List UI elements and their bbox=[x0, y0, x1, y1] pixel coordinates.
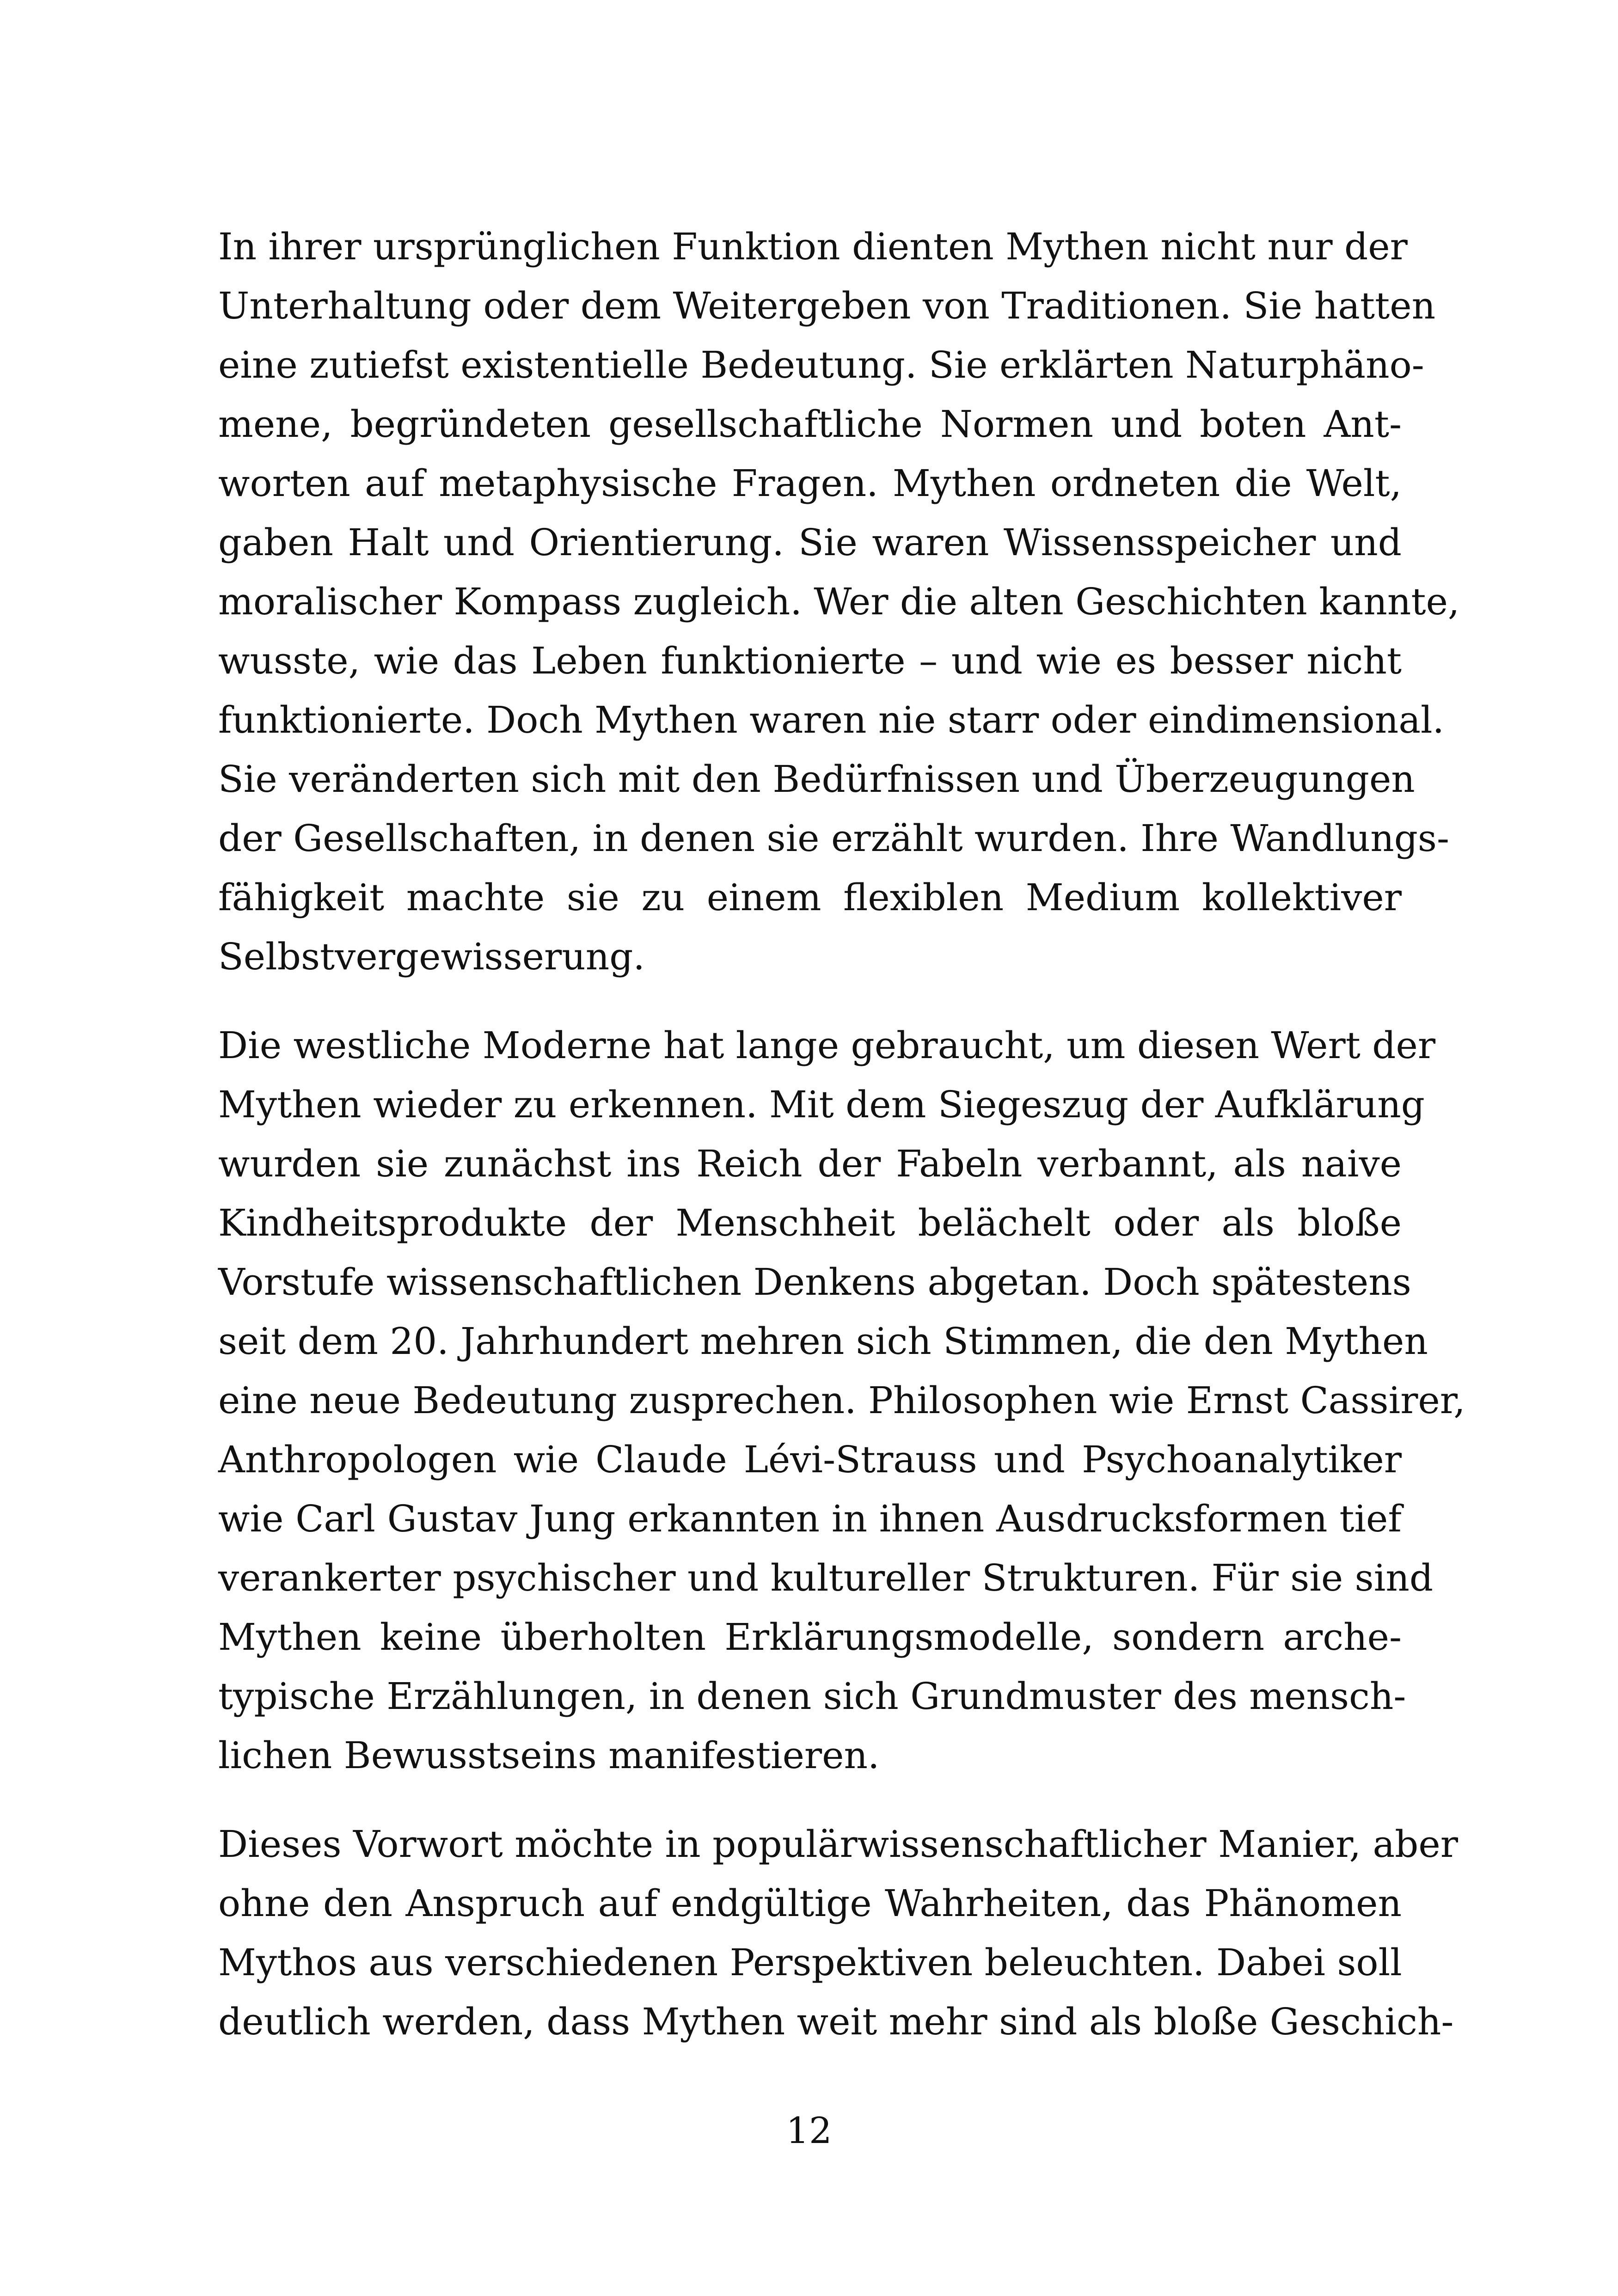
text-line: Mythen keine überholten Erklärungsmodelle, sondern arche- bbox=[218, 1616, 1402, 1659]
text-line: Mythos aus verschiedenen Perspektiven beleuchten. Dabei soll bbox=[218, 1941, 1402, 1984]
text-line: Selbstvergewisserung. bbox=[218, 935, 645, 978]
paragraph-2 bbox=[218, 1016, 1465, 1785]
paragraph-1 bbox=[218, 217, 1460, 986]
text-line: typische Erzählungen, in denen sich Grundmuster des mensch- bbox=[218, 1675, 1406, 1718]
text-line: ohne den Anspruch auf endgültige Wahrheiten, das Phänomen bbox=[218, 1882, 1402, 1925]
text-line: lichen Bewusstseins manifestieren. bbox=[218, 1734, 880, 1777]
text-line: mene, begründeten gesellschaftliche Normen und boten Ant- bbox=[218, 403, 1402, 446]
text-line: fähigkeit machte sie zu einem flexiblen Medium kollektiver bbox=[218, 876, 1402, 919]
text-line: Die westliche Moderne hat lange gebraucht, um diesen Wert der bbox=[218, 1024, 1436, 1067]
text-line: Sie veränderten sich mit den Bedürfnissen und Überzeugungen bbox=[218, 758, 1415, 801]
text-line: Unterhaltung oder dem Weitergeben von Traditionen. Sie hatten bbox=[218, 284, 1436, 327]
text-line: seit dem 20. Jahrhundert mehren sich Stimmen, die den Mythen bbox=[218, 1320, 1428, 1363]
text-line: der Gesellschaften, in denen sie erzählt wurden. Ihre Wandlungs- bbox=[218, 817, 1450, 860]
text-line: Mythen wieder zu erkennen. Mit dem Siegeszug der Aufklärung bbox=[218, 1083, 1425, 1126]
page-number: 12 bbox=[786, 2110, 832, 2152]
text-line: wusste, wie das Leben funktionierte – und wie es besser nicht bbox=[218, 639, 1402, 682]
text-line: Dieses Vorwort möchte in populärwissenschaftlicher Manier, aber bbox=[218, 1823, 1458, 1866]
text-line: wurden sie zunächst ins Reich der Fabeln verbannt, als naive bbox=[218, 1142, 1402, 1185]
text-line: worten auf metaphysische Fragen. Mythen ordneten die Welt, bbox=[218, 462, 1402, 505]
text-line: verankerter psychischer und kultureller Strukturen. Für sie sind bbox=[218, 1556, 1434, 1599]
text-line: Kindheitsprodukte der Menschheit belächelt oder als bloße bbox=[218, 1201, 1402, 1244]
text-line: funktionierte. Doch Mythen waren nie starr oder eindimensional. bbox=[218, 698, 1445, 741]
text-line: deutlich werden, dass Mythen weit mehr sind als bloße Geschich- bbox=[218, 2000, 1454, 2043]
text-line: Vorstufe wissenschaftlichen Denkens abgetan. Doch spätestens bbox=[218, 1261, 1411, 1304]
text-line: moralischer Kompass zugleich. Wer die alten Geschichten kannte, bbox=[218, 580, 1460, 623]
text-line: gaben Halt und Orientierung. Sie waren Wissensspeicher und bbox=[218, 521, 1402, 564]
text-line: In ihrer ursprünglichen Funktion dienten Mythen nicht nur der bbox=[218, 225, 1408, 268]
body-text bbox=[218, 217, 1465, 2051]
text-line: eine neue Bedeutung zusprechen. Philosophen wie Ernst Cassirer, bbox=[218, 1379, 1465, 1422]
text-line: wie Carl Gustav Jung erkannten in ihnen Ausdrucksformen tief bbox=[218, 1497, 1402, 1540]
paragraph-3 bbox=[218, 1815, 1458, 2051]
text-line: eine zutiefst existentielle Bedeutung. Sie erklärten Naturphäno- bbox=[218, 343, 1424, 386]
text-line: Anthropologen wie Claude Lévi-Strauss und Psychoanalytiker bbox=[218, 1438, 1402, 1481]
